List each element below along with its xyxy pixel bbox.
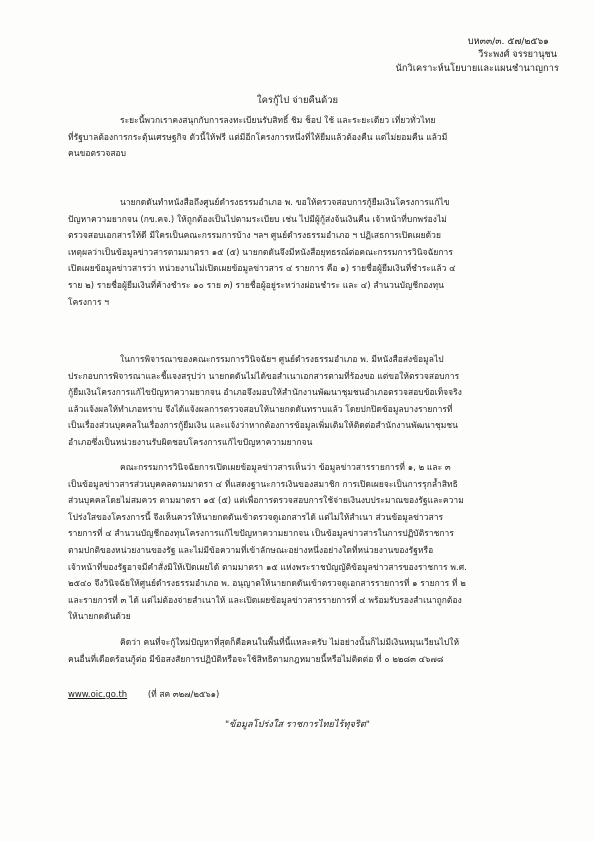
paragraph-line: ประกอบการพิจารณาและชี้แจงสรุปว่า นายกดดันไม่ได้ขอสำเนาเอกสารตามที่ร้องขอ แต่ขอให้ตรวจสอบการ [68, 370, 460, 381]
paragraph-intro [68, 112, 566, 162]
paragraph-line: คิดว่า คนที่จะกู้ใหม่ปัญหาที่สุดก็คือคนในพื้นที่นี้แหละครับ ไม่อย่างนั้นก็ไม่มีเงินหมุนเวียนไปให้ [120, 637, 460, 647]
paragraph-line: กู้ยืมเงินโครงการแก้ไขปัญหาความยากจน อำเภอจึงมอบให้สำนักงานพัฒนาชุมชนอำเภอตรวจสอบข้อเท็จจริง [68, 387, 462, 398]
paragraph-line: ระยะนี้พวกเราคงสนุกกับการลงทะเบียนรับสิทธิ์ ชิม ช็อป ใช้ และระยะเดียว เที่ยวทั่วไทย [120, 115, 436, 125]
paragraph-line: ให้นายกดดันด้วย [68, 611, 131, 622]
author-name: วีระพงศ์ จรรยานุชน [478, 49, 557, 60]
paragraph-line: ตามปกติของหน่วยงานของรัฐ และไม่มีข้อความที่เข้าลักษณะอย่างหนึ่งอย่างใดที่หน่วยงานของรัฐหรือ [68, 544, 434, 555]
website-link[interactable]: www.oic.go.th [68, 689, 128, 699]
paragraph-line: คนอื่นที่เดือดร้อนกู้ต่อ มีข้อสงสัยการปฏิบัติหรือจะใช้สิทธิตามกฎหมายนี้หรือไม่ติดต่อ ที่ ๐ ๒๒๘๓ ๔๖๗๘ [68, 653, 444, 664]
paragraph-line: โปร่งใสของโครงการนี้ จึงเห็นควรให้นายกดดันเข้าตรวจดูเอกสารได้ แต่ไม่ให้สำเนา ส่วนข้อมูลข่าวสาร [68, 511, 444, 522]
paragraph-line: คนขอตรวจสอบ [68, 148, 127, 159]
paragraph-line: เป็นเรื่องส่วนบุคคลในเรื่องการกู้ยืมเงิน และแจ้งว่าหากต้องการข้อมูลเพิ่มเติมให้ติดต่อสำนักงานพัฒนาชุมชน [68, 420, 458, 431]
paragraph-line: เหตุผลว่าเป็นข้อมูลข่าวสารตามมาตรา ๑๕ (๕) นายกดดันจึงมีหนังสือยุทธรณ์ต่อคณะกรรมการวินิจฉัยการ [68, 246, 453, 257]
paragraph-line: นายกดดันทำหนังสือถึงศูนย์ดำรงธรรมอำเภอ พ. ขอให้ตรวจสอบการกู้ยืมเงินโครงการแก้ไข [120, 197, 450, 207]
paragraph-line: ส่วนบุคคลโดยไม่สมควร ตามมาตรา ๑๕ (๕) แต่เพื่อการตรวจสอบการใช้จ่ายเงินงบประมาณของรัฐและความ [68, 495, 464, 506]
paragraph-line: รายการที่ ๔ สำนวนบัญชีกองทุนโครงการแก้ไขปัญหาความยากจน เป็นข้อมูลข่าวสารในการปฏิบัติราชการ [68, 528, 454, 539]
paragraph-line: และรายการที่ ๓ ได้ แต่ไม่ต้องจ่ายสำเนาให้ และเปิดเผยข้อมูลข่าวสารรายการที่ ๔ พร้อมรับรองสำเนาถูกต้อง [68, 594, 462, 605]
paragraph-line: โครงการ ฯ [68, 296, 110, 307]
footer-reference [68, 687, 219, 701]
motto-slogan: "ข้อมูลโปร่งใส ราชการไทยไร้ทุจริต" [224, 719, 371, 730]
paragraph-line: เปิดเผยข้อมูลข่าวสารว่า หน่วยงานไม่เปิดเผยข้อมูลข่าวสาร ๔ รายการ คือ ๑) รายชื่อผู้ยืมเงินที่ชำระแล้ว ๔ [68, 263, 456, 274]
paragraph-complaint [68, 194, 566, 310]
paragraph-line: ที่รัฐบาลต้องการกระตุ้นเศรษฐกิจ ตัวนี้ให้ฟรี แต่มีอีกโครงการหนึ่งที่ให้ยืมแล้วต้องคืน แต่ไม่ยอมคืน แล้วมี [68, 131, 448, 142]
paragraph-ruling [68, 459, 566, 625]
reference-number: บห๓๓/๓. ๕๗/๒๕๖๑ [467, 36, 549, 47]
paragraph-line: แล้วแจ้งผลให้ทำเภอทราบ จึงได้แจ้งผลการตรวจสอบให้นายกดดันทราบแล้ว โดยปกปิดข้อมูลบางรายการที่ [68, 403, 453, 414]
paragraph-closing [68, 634, 566, 667]
paragraph-agency-response [68, 351, 566, 451]
case-reference-code: (ที่ สค ๓๒๗/๒๕๖๑) [147, 689, 220, 699]
paragraph-line: คณะกรรมการวินิจฉัยการเปิดเผยข้อมูลข่าวสารเห็นว่า ข้อมูลข่าวสารรายการที่ ๑, ๒ และ ๓ [120, 462, 451, 472]
paragraph-line: เป็นข้อมูลข่าวสารส่วนบุคคลตามมาตรา ๔ ที่แสดงฐานะการเงินของสมาชิก การเปิดเผยจะเป็นการรุกล้ำสิทธิ [68, 478, 458, 489]
paragraph-line: ปัญหาความยากจน (กข.คจ.) ให้ถูกต้องเป็นไปตามระเบียบ เช่น ไปมีผู้กู้ส่งจ้นเงินคืน เจ้าหน้าที่บกพร่องไม่ [68, 213, 447, 224]
paragraph-line: ในการพิจารณาของคณะกรรมการวินิจฉัยฯ ศูนย์ดำรงธรรมอำเภอ พ. มีหนังสือส่งข้อมูลไป [120, 354, 444, 364]
paragraph-line: อำเภอซึ่งเป็นหน่วยงานรับผิดชอบโครงการแก้ไขปัญหาความยากจน [68, 436, 313, 447]
paragraph-line: ราย ๒) รายชื่อผู้ยืมเงินที่ค้างชำระ ๑๐ ราย ๓) รายชื่อผู้อยู่ระหว่างผ่อนชำระ และ ๔) สำนวนบัญชีกองทุน [68, 279, 444, 290]
paragraph-line: ๒๕๔๐ จึงวินิจฉัยให้ศูนย์ดำรงธรรมอำเภอ พ. อนุญาตให้นายกดดันเข้าตรวจดูเอกสารรายการที่ ๑ รายการ ที่ ๒ [68, 578, 466, 589]
author-position: นักวิเคราะห์นโยบายและแผนชำนาญการ [395, 63, 559, 74]
paragraph-line: เจ้าหน้าที่ของรัฐอาจมีคำสั่งมิให้เปิดเผยได้ ตามมาตรา ๑๕ แห่งพระราชบัญญัติข้อมูลข่าวสารของราชการ พ.ศ. [68, 561, 467, 572]
document-subject: ใครกู้ไป จ่ายคืนด้วย [257, 95, 338, 106]
paragraph-line: ตรวจสอบเอกสารให้ดี มีใครเป็นคณะกรรมการบ้าง ฯลฯ ศูนย์ดำรงธรรมอำเภอ ฯ ปฏิเสธการเปิดเผยด้วย [68, 230, 441, 241]
